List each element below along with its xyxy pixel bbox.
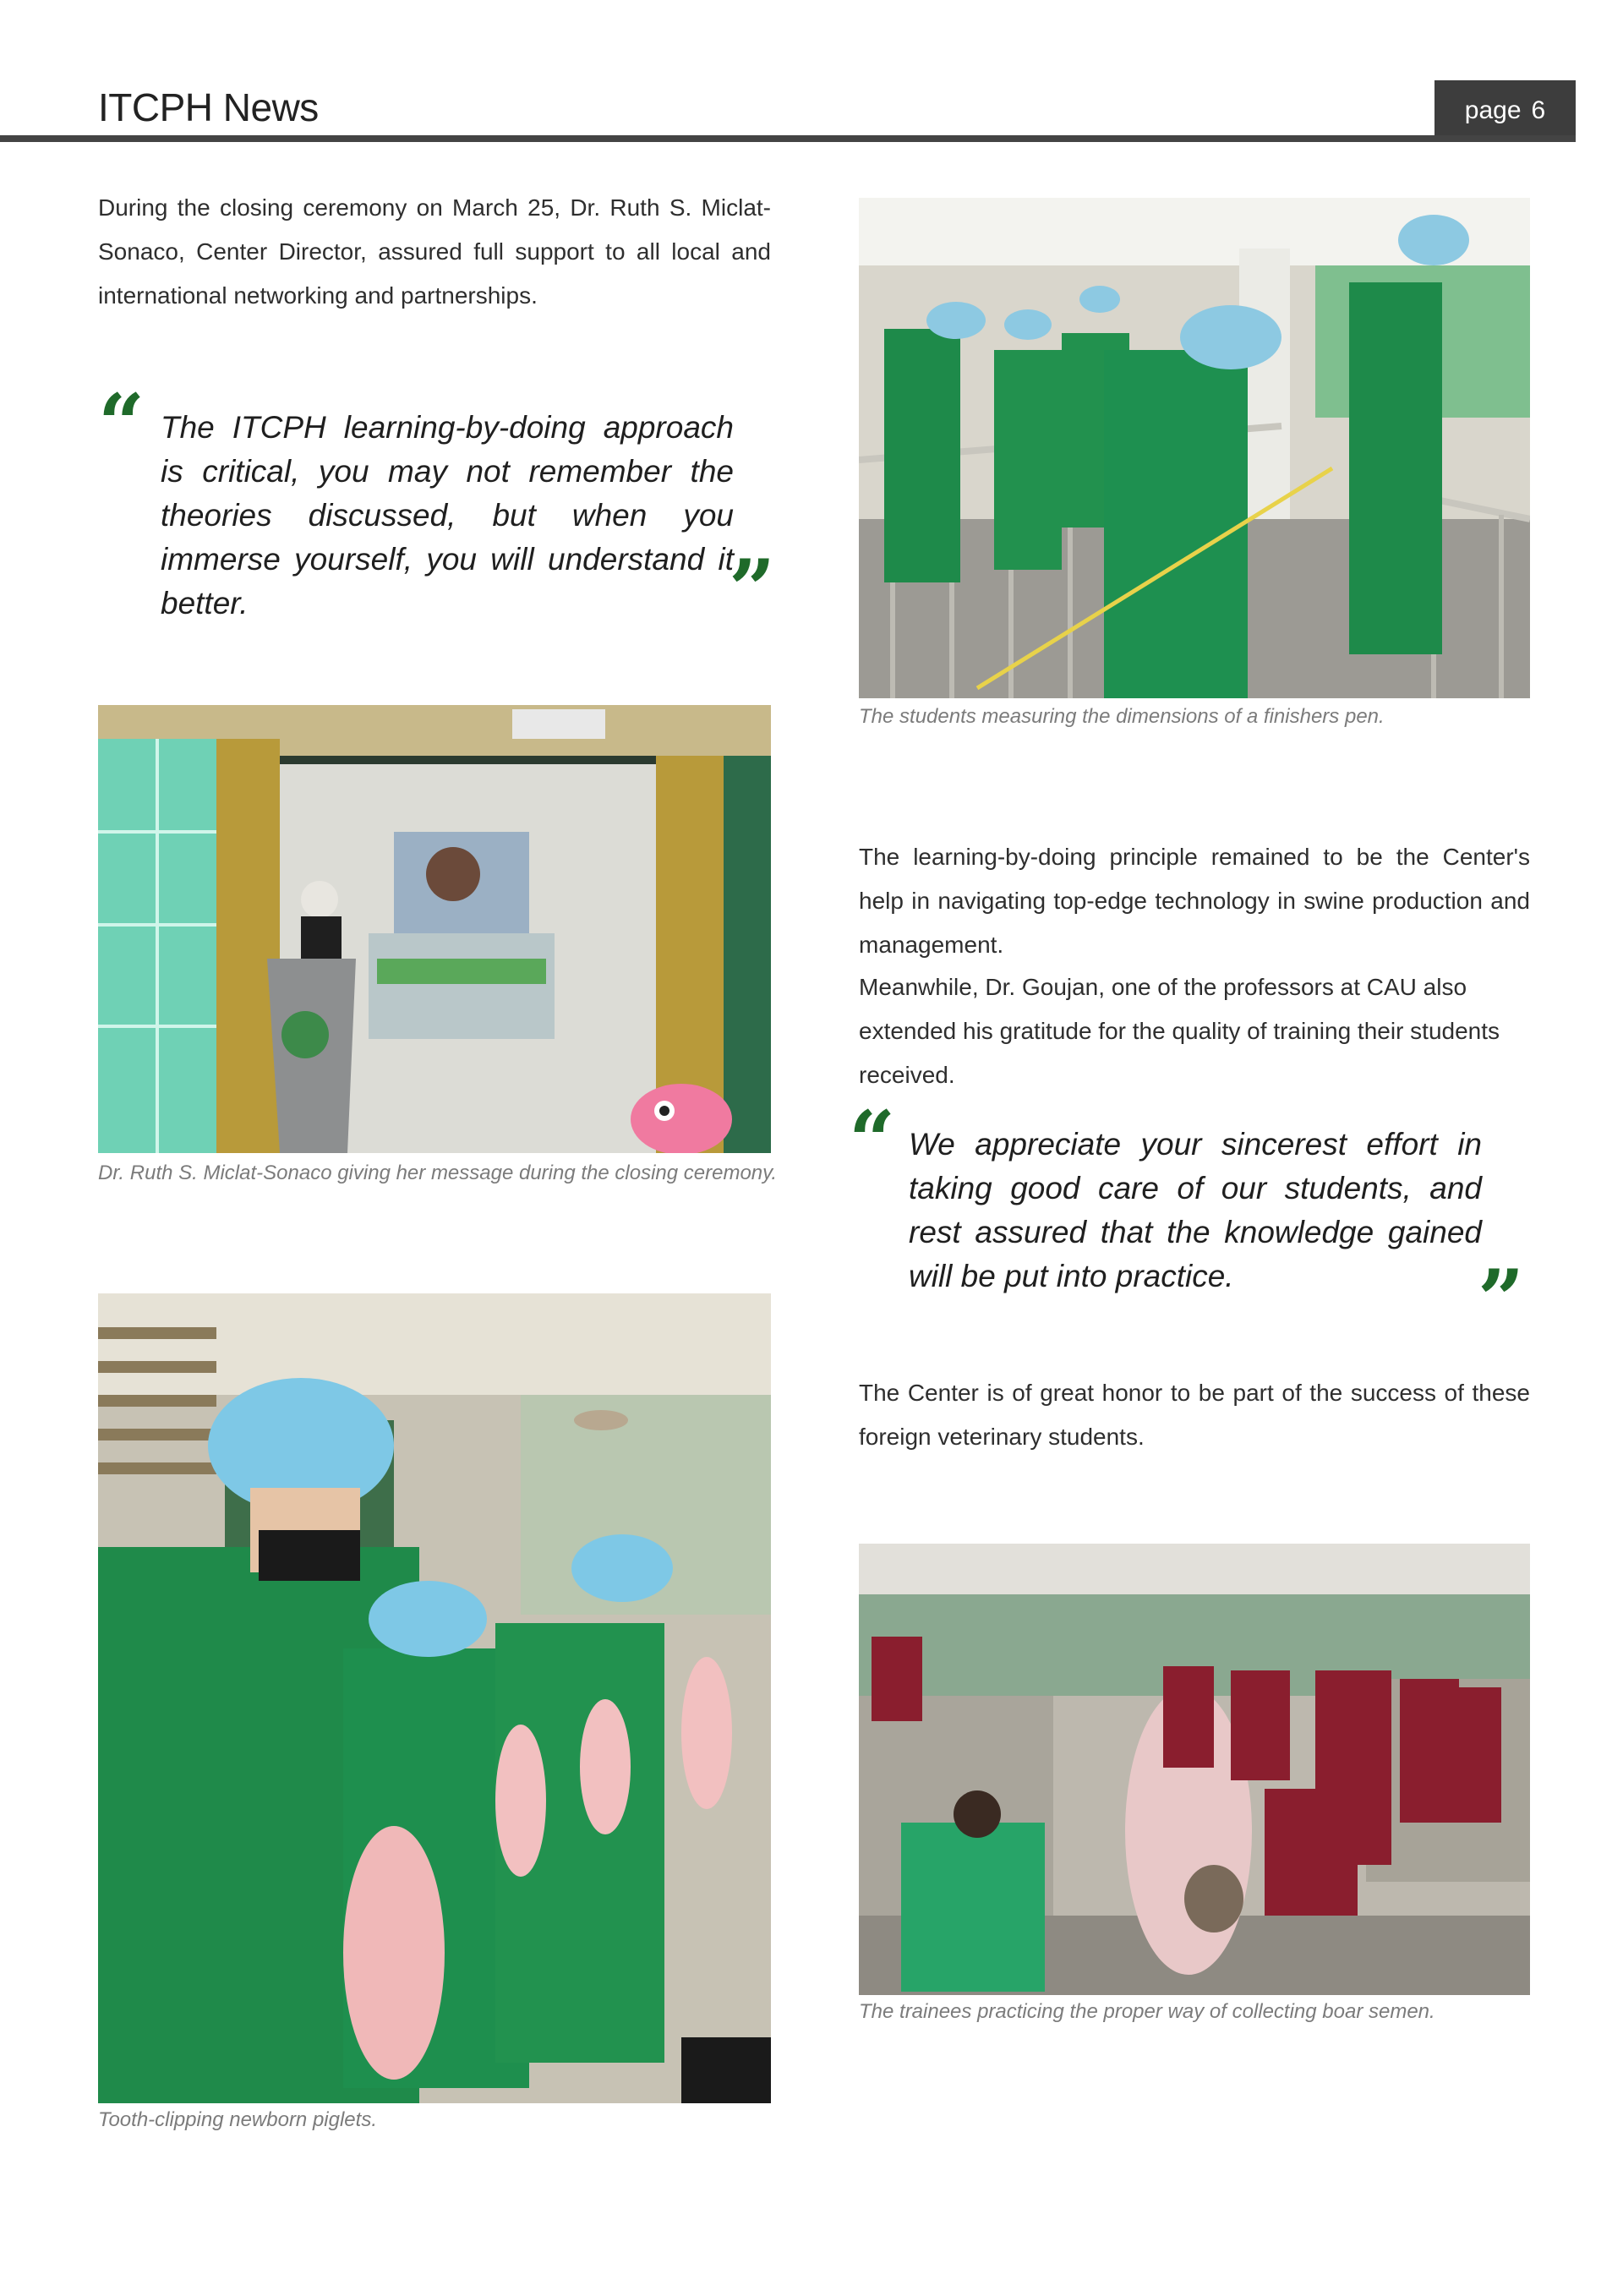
intro-paragraph: During the closing ceremony on March 25, Dr. Ruth S. Miclat-Sonaco, Center Director, assured full support to all local and international networking and partnerships.	[98, 194, 771, 309]
page-number-badge	[1434, 80, 1576, 141]
paragraph-honor: The Center is of great honor to be part of the success of these foreign veterinary students.	[859, 1380, 1530, 1450]
pen-measuring-photo	[859, 198, 1530, 698]
page-label: page	[1464, 96, 1522, 124]
boar-collection-photo	[859, 1544, 1530, 1995]
caption-ceremony: Dr. Ruth S. Miclat-Sonaco giving her message during the closing ceremony.	[98, 1162, 778, 1184]
open-quote-icon: “	[98, 376, 145, 472]
ceremony-photo	[98, 705, 771, 1153]
paragraph-goujan: Meanwhile, Dr. Goujan, one of the professors at CAU also extended his gratitude for the quality of training their students received.	[859, 974, 1500, 1088]
close-quote-icon: ”	[1478, 1252, 1525, 1348]
caption-pen: The students measuring the dimensions of a finishers pen.	[859, 705, 1385, 728]
close-quote-icon: ”	[729, 542, 776, 637]
caption-piglets: Tooth-clipping newborn piglets.	[98, 2108, 377, 2131]
paragraph-learning-by-doing: The learning-by-doing principle remained to be the Center's help in navigating top-edge technology in swine production and management.	[859, 844, 1530, 958]
header-divider	[0, 135, 1576, 142]
caption-boar: The trainees practicing the proper way of collecting boar semen.	[859, 2000, 1435, 2023]
newsletter-title: ITCPH News	[98, 85, 319, 129]
piglets-photo	[98, 1293, 771, 2103]
pull-quote-cau: We appreciate your sincerest effort in taking good care of our students, and rest assured that the knowledge gained will be put into practice.	[909, 1127, 1482, 1293]
open-quote-icon: “	[849, 1093, 896, 1189]
page-number: 6	[1531, 96, 1546, 124]
pull-quote-director: The ITCPH learning-by-doing approach is critical, you may not remember the theories discussed, but when you immerse yourself, you will understand it better.	[161, 410, 734, 620]
